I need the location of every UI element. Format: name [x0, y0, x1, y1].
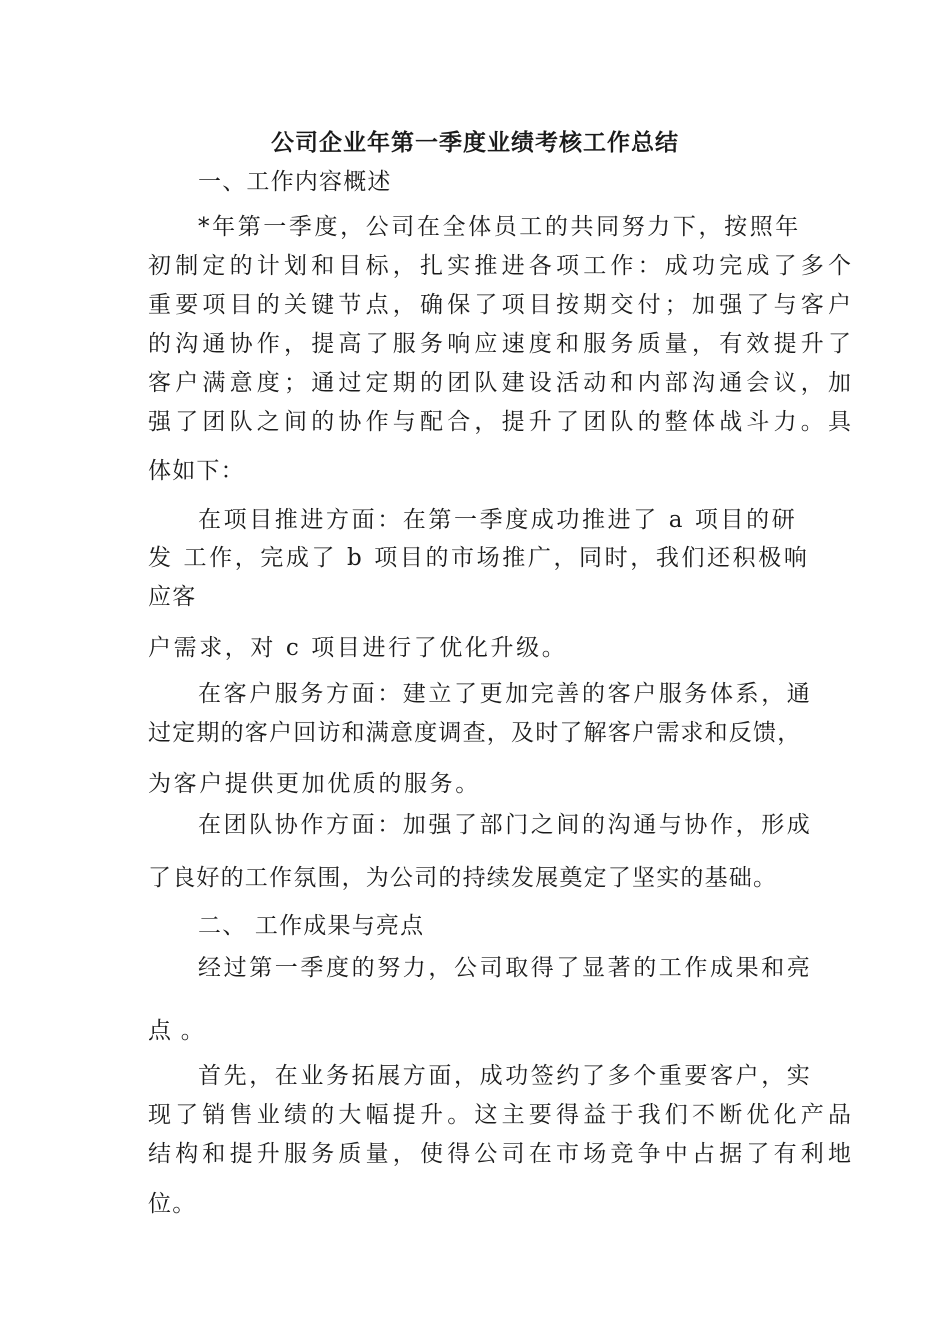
- paragraph-line: 过定期的客户回访和满意度调查，及时了解客户需求和反馈，: [148, 720, 802, 746]
- paragraph-line: 经过第一季度的努力，公司取得了显著的工作成果和亮: [198, 955, 813, 981]
- section-heading-1: 一、工作内容概述: [198, 169, 392, 195]
- paragraph-line: 在项目推进方面：在第一季度成功推进了 a 项目的研: [198, 507, 798, 533]
- paragraph-line: 在团队协作方面：加强了部门之间的沟通与协作，形成: [198, 812, 813, 838]
- paragraph-line: 为客户提供更加优质的服务。: [148, 771, 481, 797]
- section-heading-2: 二、 工作成果与亮点: [198, 913, 425, 939]
- paragraph-line: 重要项目的关键节点，确保了项目按期交付；加强了与客户: [148, 292, 856, 318]
- paragraph-line: 体如下：: [148, 458, 245, 484]
- paragraph-line: 发 工作，完成了 b 项目的市场推广，同时，我们还积极响: [148, 545, 810, 571]
- paragraph-line: 点 。: [148, 1018, 205, 1044]
- paragraph-line: 了良好的工作氛围，为公司的持续发展奠定了坚实的基础。: [148, 865, 778, 891]
- paragraph-line: 在客户服务方面：建立了更加完善的客户服务体系，通: [198, 681, 813, 707]
- paragraph-line: 客户满意度；通过定期的团队建设活动和内部沟通会议，加: [148, 370, 856, 396]
- document-title: 公司企业年第一季度业绩考核工作总结: [271, 129, 679, 156]
- paragraph-line: 强了团队之间的协作与配合，提升了团队的整体战斗力。具: [148, 409, 856, 435]
- paragraph-line: 初制定的计划和目标，扎实推进各项工作：成功完成了多个: [148, 253, 856, 279]
- paragraph-line: *年第一季度，公司在全体员工的共同努力下，按照年: [198, 214, 801, 240]
- paragraph-line: 的沟通协作，提高了服务响应速度和服务质量，有效提升了: [148, 331, 856, 357]
- paragraph-line: 户需求，对 c 项目进行了优化升级。: [148, 635, 568, 661]
- paragraph-line: 应客: [148, 584, 197, 610]
- paragraph-line: 位。: [148, 1191, 197, 1217]
- paragraph-line: 首先，在业务拓展方面，成功签约了多个重要客户，实: [198, 1063, 813, 1089]
- paragraph-line: 现了销售业绩的大幅提升。这主要得益于我们不断优化产品: [148, 1102, 856, 1128]
- paragraph-line: 结构和提升服务质量，使得公司在市场竞争中占据了有利地: [148, 1141, 856, 1167]
